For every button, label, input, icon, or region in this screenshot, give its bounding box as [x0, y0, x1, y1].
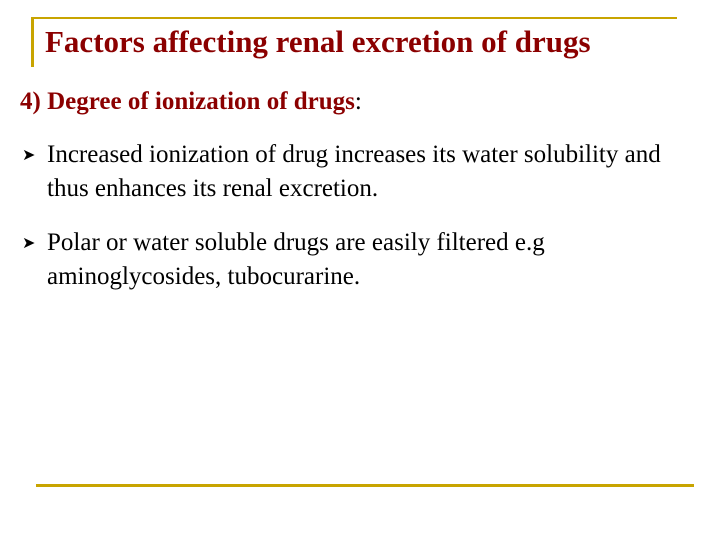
section-heading [20, 87, 362, 117]
section-heading-colon: : [354, 88, 362, 115]
title-frame-left-line [31, 17, 34, 67]
bullet-item [22, 226, 702, 294]
bullet-text: Increased ionization of drug increases its water solubility and thus enhances its renal excretion. [47, 141, 661, 202]
bullet-item [22, 138, 702, 206]
slide-title: Factors affecting renal excretion of drugs [45, 24, 591, 59]
arrowhead-bullet-icon: ➤ [22, 233, 36, 252]
footer-divider-line [36, 484, 694, 487]
bullet-list [22, 138, 702, 314]
bullet-text: Polar or water soluble drugs are easily filtered e.g aminoglycosides, tubocurarine. [47, 229, 545, 290]
title-frame-top-line [31, 17, 677, 19]
section-heading-text: 4) Degree of ionization of drugs [20, 88, 355, 115]
arrowhead-bullet-icon: ➤ [22, 145, 36, 164]
